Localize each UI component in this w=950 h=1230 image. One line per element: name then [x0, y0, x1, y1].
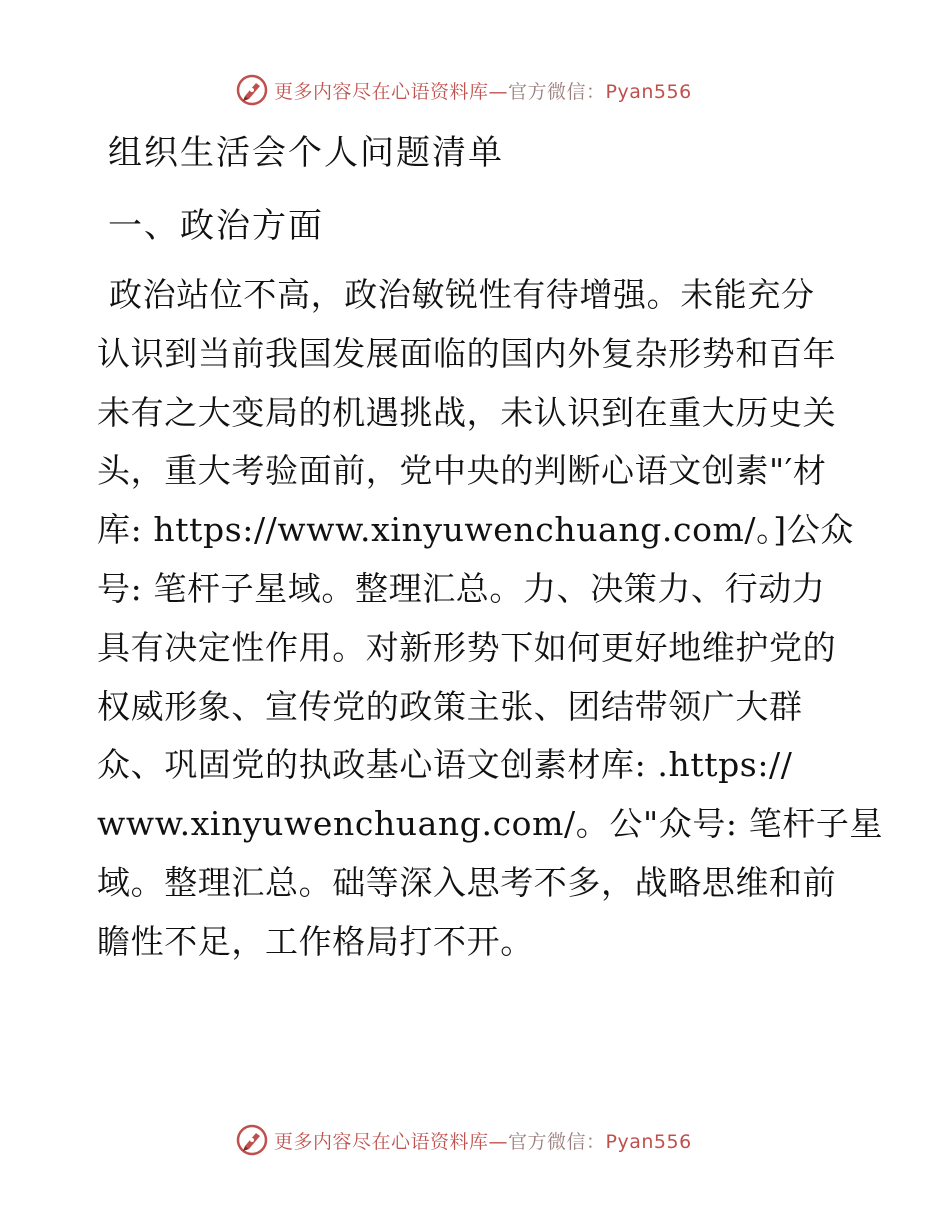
body-line: 瞻性不足，工作格局打不开。	[97, 921, 534, 961]
header-watermark-banner	[236, 73, 692, 107]
body-line: 权威形象、宣传党的政策主张、团结带领广大群	[97, 686, 803, 726]
body-line: 具有决定性作用。对新形势下如何更好地维护党的	[97, 627, 837, 667]
footer-watermark-banner	[236, 1123, 692, 1157]
body-line: 号: 笔杆子星域。整理汇总。力、决策力、行动力	[97, 568, 826, 608]
document-title: 组织生活会个人问题清单	[108, 133, 504, 173]
banner-text: 更多内容尽在心语资料库—	[274, 80, 509, 103]
section-heading: 一、政治方面	[108, 206, 324, 246]
body-line: 未有之大变局的机遇挑战，未认识到在重大历史关	[97, 392, 837, 432]
pen-logo-icon	[236, 1124, 268, 1156]
body-paragraph	[97, 272, 884, 978]
body-line: 域。整理汇总。础等深入思考不多，战略思维和前	[97, 862, 837, 902]
pen-logo-icon	[236, 74, 268, 106]
body-line: 库: https://www.xinyuwenchuang.com/。]公众	[97, 510, 854, 550]
body-line: 头，重大考验面前，党中央的判断心语文创素"′材	[97, 451, 827, 491]
banner-text: 更多内容尽在心语资料库—	[274, 1130, 509, 1153]
body-line: www.xinyuwenchuang.com/。公"众号: 笔杆子星	[97, 804, 884, 844]
banner-wechat-id: Pyan556	[605, 1130, 692, 1153]
body-line: 众、巩固党的执政基心语文创素材库: .https://	[97, 745, 793, 785]
banner-wechat-label: 官方微信：	[508, 1130, 606, 1153]
body-line: 认识到当前我国发展面临的国内外复杂形势和百年	[97, 333, 837, 373]
body-line: 政治站位不高，政治敏锐性有待增强。未能充分	[109, 275, 815, 314]
banner-wechat-id: Pyan556	[605, 80, 692, 103]
banner-wechat-label: 官方微信：	[508, 80, 606, 103]
